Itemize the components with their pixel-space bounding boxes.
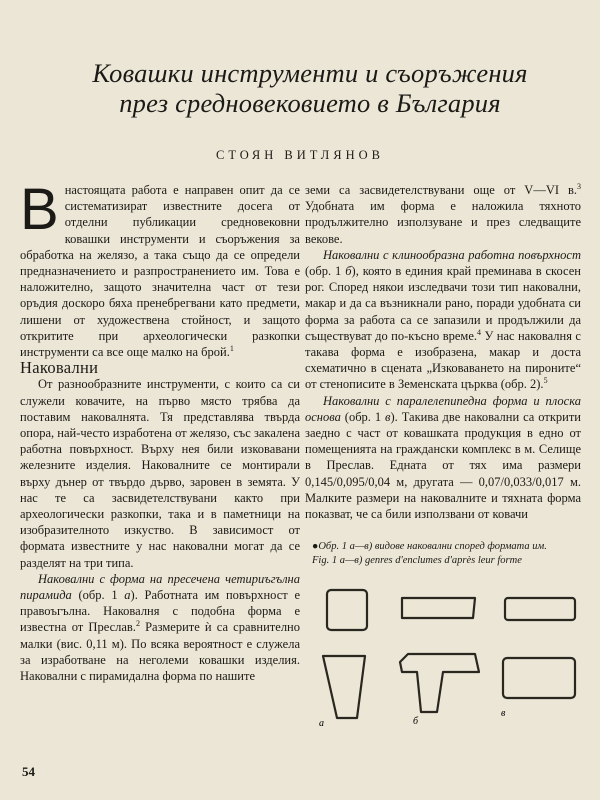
- emphasis-text: Наковални с форма на пресечена четириъгълна пирамида: [20, 571, 300, 603]
- page-number: 54: [22, 764, 35, 779]
- footnote-ref: 5: [543, 376, 548, 386]
- anvil-b-side-view: [400, 654, 479, 712]
- footnote-ref: 2: [135, 619, 140, 629]
- text-run: (обр. 1: [305, 264, 346, 279]
- author-name: СТОЯН ВИТЛЯНОВ: [215, 148, 384, 162]
- paragraph: [305, 393, 581, 523]
- text-run: ). Работната им повърхност е правоъгълна. Наковалня с подобна форма е известна от Преслав.: [20, 588, 300, 635]
- paragraph: [305, 247, 581, 393]
- anvil-figure: [305, 578, 595, 738]
- footnote-ref: 4: [477, 327, 482, 337]
- figure-label-b: б: [413, 716, 419, 727]
- left-column: [20, 177, 300, 684]
- text-run: Размерите ѝ са сравнително малки (вис. 0,11 м). По всяка вероятност е служела за изработване на неголеми ковашки изделия. Наковални с пирамидална форма по нашите: [20, 620, 300, 684]
- caption-bulgarian: ●Обр. 1 а—в) видове наковални според формата им.: [312, 541, 547, 552]
- anvil-a-side-view: [323, 656, 365, 718]
- emphasis-text: Наковални с паралелепипедна форма и плоска основа: [305, 393, 581, 424]
- figure-label-a: а: [319, 718, 324, 729]
- figure-ref-letter: б: [345, 264, 352, 279]
- title-line-2: през средновековието в България: [119, 88, 501, 118]
- caption-french: Fig. 1 а—в) genres d'enclumes d'après leur forme: [312, 555, 522, 566]
- text-run: (обр. 1: [340, 409, 386, 424]
- footnote-ref: 1: [229, 343, 234, 353]
- text-run: ), която в единия край преминава в скосен рог. Според някои изследвачи този тип наковални, макар и да са възникнали рано, поради удобната си форма за работа са се запазили и продължили да съществуват до по-късно време.: [305, 264, 581, 343]
- paragraph: От разнообразните инструменти, с които са си служели ковачите, на първо място трябва да поставим наковалнята. Тя представлява твърда опора, най-често изработена от желязо, със закалена работна повърхност. Върху нея били изковавани железните изделия. Наковалните се монтирали върху дънер от твърдо дърво, заровен в земята. У нас те са засвидетелствувани както при археологически разкопки, така и в паметници на изобразителното изкуство. В зависимост от формата известните у нас наковални могат да се разделят на три типа.: [20, 377, 300, 570]
- figure-caption: [312, 540, 584, 568]
- anvil-v-side-view: [503, 658, 575, 698]
- intro-text: настоящата работа е направен опит да се систематизират известните досега от отделни публикации средновековни ковашки инструменти и съоръжения за обработка на желязо, а така също да се определи предназначението и разпространението им. Това е наложително, защото значителна част от тези оръдия доскоро бяха пренебрегвани като предмети, лишени от художествена стойност, и защото откритите при археологически разкопки инструменти са все още малко на брой.: [20, 183, 300, 360]
- intro-paragraph: [20, 177, 300, 360]
- text-run: У нас наковалня с такава форма е изобразена, макар и доста схематично в сцената „Изковаването на пироните“ от стенописите в Земенската църква (обр. 2).: [305, 328, 581, 392]
- drop-cap: В: [20, 177, 59, 242]
- anvil-v-top-view: [505, 598, 575, 620]
- anvil-b-top-view: [402, 598, 475, 618]
- figure-ref-letter: а: [124, 588, 131, 603]
- figure-ref-letter: в: [385, 409, 391, 424]
- text-run: (обр. 1: [71, 588, 125, 603]
- anvil-a-top-view: [327, 590, 367, 630]
- paragraph: [305, 182, 581, 247]
- emphasis-text: Наковални с клинообразна работна повърхност: [323, 247, 581, 262]
- section-heading: Наковални: [20, 358, 99, 378]
- right-column: [305, 182, 581, 522]
- title-line-1: Ковашки инструменти и съоръжения: [92, 58, 528, 88]
- footnote-ref: 3: [577, 181, 581, 191]
- paragraph: [20, 571, 300, 684]
- figure-label-v: в: [501, 708, 506, 719]
- article-title: [60, 58, 560, 118]
- text-run: ). Такива две наковални са открити заедно с част от ковашката продукция в едно от помещенията на граждански комплекс в м. Селище в Преслав. Едната от тях има размери 0,145/0,095/0,04 м, другата — 0,07/0,033/0,017 м. Малките размери на наковалните и тяхната форма показват, че са били използвани от ковачи: [305, 409, 581, 522]
- text-run: земи са засвидетелствувани още от V—VI в.: [305, 183, 577, 197]
- text-run: Удобната им форма е наложила тяхното продължително използуване и през следващите векове.: [305, 199, 581, 246]
